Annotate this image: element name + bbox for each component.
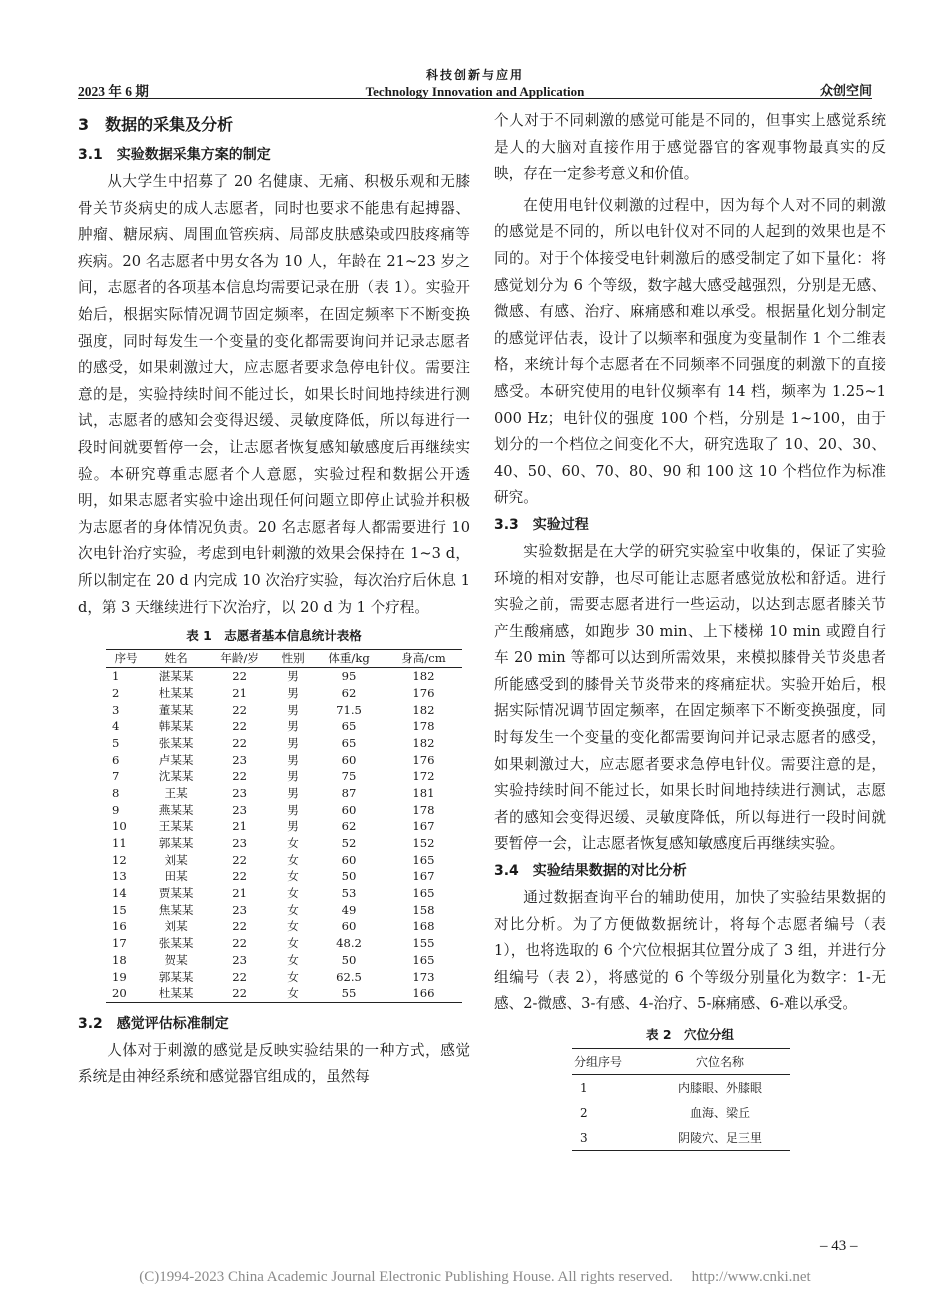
table-cell: 男 (287, 685, 299, 700)
table-1-header-cell: 体重/kg (328, 651, 370, 666)
table-cell: 15 (112, 902, 127, 917)
table-cell: 21 (232, 819, 247, 834)
table-cell: 22 (232, 986, 247, 1001)
table-cell: 165 (412, 952, 435, 967)
table-cell: 刘某 (164, 852, 188, 867)
table-row (106, 968, 462, 985)
table-1-header-row (106, 650, 462, 668)
copyright-footer: (C)1994-2023 China Academic Journal Electronic Publishing House. All rights reserved. http://www.cnki.net (139, 1269, 811, 1285)
table-cell: 女 (287, 936, 299, 951)
table-row (572, 1125, 790, 1151)
table-1-body (106, 667, 462, 1002)
table-cell: 3 (580, 1130, 588, 1145)
table-row (106, 885, 462, 902)
table-row (106, 951, 462, 968)
table-cell: 22 (232, 936, 247, 951)
table-cell: 178 (412, 719, 435, 734)
table-cell: 158 (412, 902, 435, 917)
table-cell: 21 (232, 886, 247, 901)
table-row (106, 851, 462, 868)
table-cell: 22 (232, 669, 247, 684)
table-cell: 女 (287, 986, 299, 1001)
page-number: – 43 – (820, 1238, 858, 1254)
table-cell: 董某某 (158, 702, 194, 717)
table-1-header-cell: 序号 (114, 651, 138, 666)
table-cell: 165 (412, 886, 435, 901)
table-cell: 沈某某 (158, 769, 194, 784)
table-1-header-cell: 性别 (281, 651, 305, 666)
table-row (106, 801, 462, 818)
table-cell: 65 (341, 735, 357, 750)
table-cell: 7 (112, 769, 120, 784)
section-3-4-heading: 3.4 实验结果数据的对比分析 (494, 863, 687, 880)
table-cell: 22 (232, 702, 247, 717)
table-cell: 22 (232, 919, 247, 934)
column-label: 众创空间 (819, 84, 872, 99)
table-row (106, 684, 462, 701)
table-cell: 17 (112, 936, 127, 951)
table-cell: 23 (232, 785, 247, 800)
table-cell: 王某某 (158, 819, 194, 834)
table-row (106, 751, 462, 768)
table-cell: 贺某 (164, 952, 188, 967)
table-cell: 10 (112, 819, 127, 834)
table-cell: 郭某某 (158, 836, 194, 850)
table-cell: 48.2 (336, 936, 362, 951)
table-cell: 62.5 (336, 969, 362, 984)
table-cell: 女 (287, 886, 299, 901)
table-cell: 杜某某 (158, 986, 194, 1001)
table-cell: 62 (341, 819, 357, 834)
table-1-header-cell: 年龄/岁 (220, 651, 259, 666)
table-cell: 男 (287, 719, 299, 734)
table-row (106, 701, 462, 718)
table-cell: 23 (232, 802, 247, 817)
table-cell: 5 (112, 735, 120, 750)
table-cell: 60 (341, 919, 357, 934)
table-cell: 65 (341, 719, 357, 734)
table-cell: 23 (232, 902, 247, 917)
table-1-header-cell: 姓名 (164, 651, 188, 666)
table-cell: 贾某某 (158, 886, 194, 901)
table-cell: 22 (232, 769, 247, 784)
table-2-caption: 表 2 穴位分组 (645, 1027, 735, 1042)
section-3-1-heading: 3.1 实验数据采集方案的制定 (78, 147, 271, 163)
table-cell: 刘某 (164, 919, 188, 934)
table-2-header-row (572, 1049, 790, 1075)
table-cell: 50 (341, 952, 357, 967)
table-cell: 张某某 (158, 735, 194, 750)
table-cell: 14 (112, 886, 127, 901)
left-column (78, 108, 470, 1091)
table-cell: 男 (287, 669, 299, 684)
table-cell: 女 (287, 902, 299, 917)
table-row (106, 718, 462, 735)
section-3-2-heading: 3.2 感觉评估标准制定 (78, 1015, 229, 1032)
table-cell: 95 (341, 669, 357, 684)
table-cell: 2 (112, 685, 120, 700)
table-cell: 62 (341, 685, 357, 700)
section-3-3-heading: 3.3 实验过程 (494, 516, 589, 533)
table-row (572, 1100, 790, 1125)
table-cell: 杜某某 (158, 685, 194, 700)
section-3-2-paragraph-start: 人体对于刺激的感觉是反映实验结果的一种方式，感觉系统是由神经系统和感觉器官组成的，虽然每 (78, 1041, 470, 1086)
table-cell: 178 (412, 802, 435, 817)
table-cell: 女 (287, 919, 299, 934)
table-cell: 女 (287, 969, 299, 984)
table-cell: 焦某某 (158, 902, 194, 917)
acupoint-group-table (572, 1048, 790, 1151)
table-cell: 女 (287, 869, 299, 884)
table-1-caption: 表 1 志愿者基本信息统计表格 (186, 628, 362, 644)
table-cell: 155 (412, 936, 435, 951)
table-cell: 6 (112, 752, 120, 767)
table-cell: 55 (341, 986, 357, 1001)
table-row (106, 835, 462, 852)
table-cell: 燕某某 (158, 802, 194, 817)
table-row (572, 1075, 790, 1101)
table-cell: 1 (112, 669, 120, 684)
table-cell: 182 (412, 669, 435, 684)
table-cell: 郭某某 (158, 969, 194, 984)
table-cell: 内膝眼、外膝眼 (677, 1081, 762, 1095)
section-3-heading: 3 数据的采集及分析 (78, 115, 234, 134)
journal-title-cn: 科技创新与应用 (425, 68, 524, 82)
table-cell: 12 (112, 852, 127, 867)
table-2-header-cell: 分组序号 (574, 1055, 623, 1069)
table-cell: 165 (412, 852, 435, 867)
table-cell: 男 (287, 735, 299, 750)
table-cell: 22 (232, 969, 247, 984)
table-cell: 22 (232, 869, 247, 884)
table-cell: 卢某某 (158, 752, 194, 767)
table-cell: 182 (412, 735, 435, 750)
table-cell: 11 (112, 836, 127, 850)
table-cell: 87 (341, 785, 357, 800)
table-cell: 60 (341, 802, 357, 817)
table-cell: 19 (112, 969, 127, 984)
table-row (106, 768, 462, 785)
table-cell: 22 (232, 719, 247, 734)
table-cell: 53 (341, 886, 357, 901)
issue-label: 2023 年 6 期 (78, 84, 149, 99)
table-cell: 168 (412, 919, 435, 934)
table-cell: 王某 (164, 785, 188, 800)
table-cell: 52 (341, 836, 357, 850)
table-cell: 23 (232, 836, 247, 850)
journal-title-en: Technology Innovation and Application (365, 84, 585, 99)
table-row (106, 667, 462, 684)
table-cell: 23 (232, 952, 247, 967)
table-cell: 167 (412, 819, 435, 834)
table-cell: 182 (412, 702, 435, 717)
table-cell: 男 (287, 769, 299, 784)
table-cell: 172 (412, 769, 435, 784)
table-cell: 2 (580, 1105, 588, 1120)
table-row (106, 735, 462, 752)
table-cell: 田某 (164, 869, 188, 884)
table-row (106, 935, 462, 952)
table-cell: 男 (287, 785, 299, 800)
table-cell: 20 (112, 986, 127, 1001)
table-cell: 18 (112, 952, 127, 967)
table-cell: 176 (412, 685, 435, 700)
table-cell: 173 (412, 969, 435, 984)
table-cell: 男 (287, 802, 299, 817)
table-cell: 女 (287, 852, 299, 867)
table-1-header-cell: 身高/cm (401, 651, 446, 666)
table-cell: 181 (412, 785, 435, 800)
table-cell: 49 (341, 902, 357, 917)
section-3-4-paragraph: 通过数据查询平台的辅助使用，加快了实验结果数据的对比分析。为了方便做数据统计，将每个志愿者编号（表 1），也将选取的 6 个穴位根据其位置分成了 3 组，并进行分组编号（表 2），将感觉的 6 个等级分别量化为数字：1-无感、2-微感、3-有感、4-治疗、5-麻痛感、6-难以承受。 (494, 889, 886, 1013)
table-cell: 176 (412, 752, 435, 767)
table-cell: 71.5 (336, 702, 362, 717)
table-cell: 152 (412, 836, 435, 850)
table-cell: 韩某某 (158, 719, 194, 734)
table-cell: 男 (287, 752, 299, 767)
table-cell: 60 (341, 752, 357, 767)
table-cell: 22 (232, 852, 247, 867)
table-cell: 4 (112, 719, 120, 734)
table-2-header-cell: 穴位名称 (695, 1055, 744, 1069)
section-3-3-paragraph: 实验数据是在大学的研究实验室中收集的，保证了实验环境的相对安静，也尽可能让志愿者感觉放松和舒适。进行实验之前，需要志愿者进行一些运动，以达到志愿者膝关节产生酸痛感，如跑步 30 min、上下楼梯 10 min 或蹬自行车 20 min 等都可以达到所需效果，来模拟膝骨关节炎患者所能感受到的膝骨关节炎带来的疼痛症状。实验开始后，根据实际情况调节固定频率，在固定频率下不断变换强度，同时每发生一个变量的变化都需要询问并记录志愿者的感受，如果刺激过大，应志愿者要求急停电针仪。需要注意的是，实验持续时间不能过长，如果长时间地持续进行测试，志愿者的感知会变得迟缓、灵敏度降低，所以每进行一段时间就要暂停一会，让志愿者恢复感知敏感度后再继续实验。 (494, 542, 886, 853)
table-row (106, 818, 462, 835)
section-3-2-paragraph-2: 在使用电针仪刺激的过程中，因为每个人对不同的刺激的感觉是不同的，所以电针仪对不同的人起到的效果也是不同的。对于个体接受电针刺激后的感受制定了如下量化：将感觉划分为 6 个等级，数字越大感受越强烈，分别是无感、微感、有感、治疗、麻痛感和难以承受。根据量化划分制定的感觉评估表，设计了以频率和强度为变量制作 1 个二维表格，来统计每个志愿者在不同频率不同强度的刺激下的直接感受。本研究使用的电针仪频率有 14 档，频率为 1.25~1 000 Hz；电针仪的强度 100 个档，分别是 1~100，由于划分的一个档位之间变化不大，研究选取了 10、20、30、40、50、60、70、80、90 和 100 这 10 个档位作为标准研究。 (494, 196, 886, 507)
right-column (494, 108, 886, 1151)
table-cell: 3 (112, 702, 120, 717)
table-cell: 166 (412, 986, 435, 1001)
table-cell: 22 (232, 735, 247, 750)
section-3-2-paragraph-continued: 个人对于不同刺激的感觉可能是不同的，但事实上感觉系统是人的大脑对直接作用于感觉器官的客观事物最真实的反映，存在一定参考意义和价值。 (494, 112, 886, 183)
header-rule (78, 98, 872, 99)
table-cell: 13 (112, 869, 127, 884)
table-cell: 9 (112, 802, 120, 817)
table-cell: 女 (287, 836, 299, 850)
table-cell: 16 (112, 919, 127, 934)
volunteer-info-table (106, 649, 462, 1002)
table-row (106, 985, 462, 1002)
table-cell: 男 (287, 819, 299, 834)
table-cell: 女 (287, 952, 299, 967)
table-cell: 75 (341, 769, 357, 784)
table-cell: 张某某 (158, 936, 194, 951)
table-cell: 湛某某 (158, 669, 194, 684)
table-row (106, 785, 462, 802)
table-cell: 阴陵穴、足三里 (677, 1131, 762, 1145)
table-cell: 50 (341, 869, 357, 884)
table-cell: 60 (341, 852, 357, 867)
table-cell: 男 (287, 702, 299, 717)
table-cell: 8 (112, 785, 120, 800)
table-row (106, 918, 462, 935)
table-cell: 1 (580, 1080, 588, 1095)
table-cell: 血海、梁丘 (689, 1106, 750, 1120)
section-3-1-paragraph: 从大学生中招募了 20 名健康、无痛、积极乐观和无膝骨关节炎病史的成人志愿者，同时也要求不能患有起搏器、肿瘤、糖尿病、周围血管疾病、局部皮肤感染或四肢疼痛等疾病。20 名志愿者中男女各为 10 人，年龄在 21~23 岁之间，志愿者的各项基本信息均需要记录在册（表 1）。实验开始后，根据实际情况调节固定频率，在固定频率下不断变换强度，同时每发生一个变量的变化都需要询问并记录志愿者的感受，如果刺激过大，应志愿者要求急停电针仪。需要注意的是，实验持续时间不能过长，如果长时间地持续进行测试，志愿者的感知会变得迟缓、灵敏度降低，所以每进行一段时间就要暂停一会，让志愿者恢复感知敏感度后再继续实验。本研究尊重志愿者个人意愿，实验过程和数据公开透明，如果志愿者实验中途出现任何问题立即停止试验并积极为志愿者的身体情况负责。20 名志愿者每人都需要进行 10 次电针治疗实验，考虑到电针刺激的效果会保持在 1~3 d，所以制定在 20 d 内完成 10 次治疗实验，每次治疗后休息 1 d，第 3 天继续进行下次治疗，以 20 d 为 1 个疗程。 (78, 173, 470, 616)
table-cell: 23 (232, 752, 247, 767)
table-cell: 21 (232, 685, 247, 700)
table-row (106, 868, 462, 885)
table-cell: 167 (412, 869, 435, 884)
table-row (106, 901, 462, 918)
